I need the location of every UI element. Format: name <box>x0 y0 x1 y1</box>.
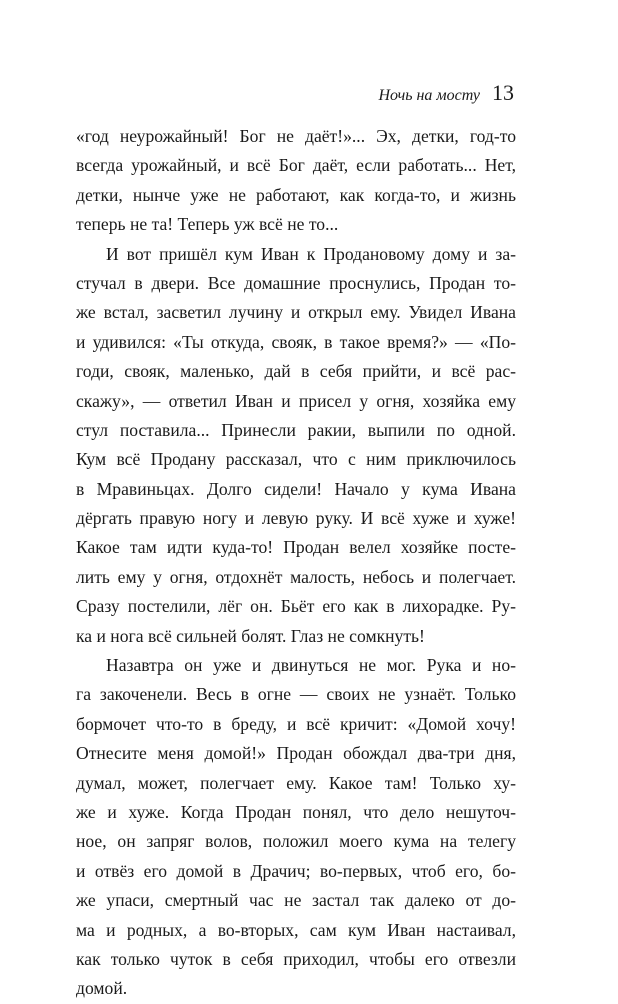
text-line: ка и нога всё сильней болят. Глаз не сомкнуть! <box>76 625 425 646</box>
text-line: же встал, засветил лучину и открыл ему. Увидел Ивана <box>76 302 516 323</box>
paragraph <box>76 240 516 651</box>
text-line: в Мравиньцах. Долго сидели! Начало у кума Ивана <box>76 478 516 499</box>
page-number: 13 <box>492 80 514 105</box>
running-title: Ночь на мосту <box>378 87 480 104</box>
text-line: годи, свояк, маленько, дай в себя прийти, и всё рас- <box>76 361 516 382</box>
text-line: и отвёз его домой в Драчич; во-первых, чтоб его, бо- <box>76 860 516 881</box>
text-line: Кум всё Продану рассказал, что с ним приключилось <box>76 449 516 470</box>
text-line: Какое там идти куда-то! Продан велел хозяйке посте- <box>76 537 516 558</box>
text-line: ное, он запряг волов, положил моего кума на телегу <box>76 831 516 852</box>
text-line: «год неурожайный! Бог не даёт!»... Эх, детки, год-то <box>76 126 516 146</box>
paragraph <box>76 651 516 1004</box>
text-line: думал, может, полегчает ему. Какое там! Только ху- <box>76 772 516 793</box>
text-line: домой. <box>76 978 128 999</box>
text-line: лить ему у огня, отдохнёт малость, небось и полегчает. <box>76 566 516 587</box>
text-line: стул поставила... Принесли ракии, выпили по одной. <box>76 419 516 440</box>
text-line: дёргать правую ногу и левую руку. И всё хуже и хуже! <box>76 508 516 529</box>
text-line: Сразу постелили, лёг он. Бьёт его как в лихорадке. Ру- <box>76 596 516 617</box>
text-line: и удивился: «Ты откуда, свояк, в такое время?» — «По- <box>76 331 516 352</box>
text-line: теперь не та! Теперь уж всё не то... <box>76 214 339 235</box>
text-line: же и хуже. Когда Продан понял, что дело нешуточ- <box>76 801 516 822</box>
text-line: стучал в двери. Все домашние проснулись, Продан то- <box>76 272 516 293</box>
running-head <box>378 80 514 106</box>
text-line: И вот пришёл кум Иван к Продановому дому и за- <box>106 243 516 264</box>
text-line: как только чуток в себя приходил, чтобы его отвезли <box>76 948 516 969</box>
text-line: всегда урожайный, и всё Бог даёт, если работать... Нет, <box>76 155 516 176</box>
paragraph <box>76 122 516 240</box>
text-line: бормочет что-то в бреду, и всё кричит: «Домой хочу! <box>76 713 516 734</box>
text-line: ма и родных, а во-вторых, сам кум Иван настаивал, <box>76 919 516 940</box>
text-line: Отнесите меня домой!» Продан обождал два-три дня, <box>76 743 516 764</box>
text-line: Назавтра он уже и двинуться не мог. Рука и но- <box>106 655 516 676</box>
text-line: скажу», — ответил Иван и присел у огня, хозяйка ему <box>76 390 516 411</box>
text-line: га закоченели. Весь в огне — своих не узнаёт. Только <box>76 684 516 705</box>
body-text <box>76 122 516 1004</box>
text-line: детки, нынче уже не работают, как когда-то, и жизнь <box>76 184 516 205</box>
text-line: же упаси, смертный час не застал так далеко от до- <box>76 890 516 911</box>
